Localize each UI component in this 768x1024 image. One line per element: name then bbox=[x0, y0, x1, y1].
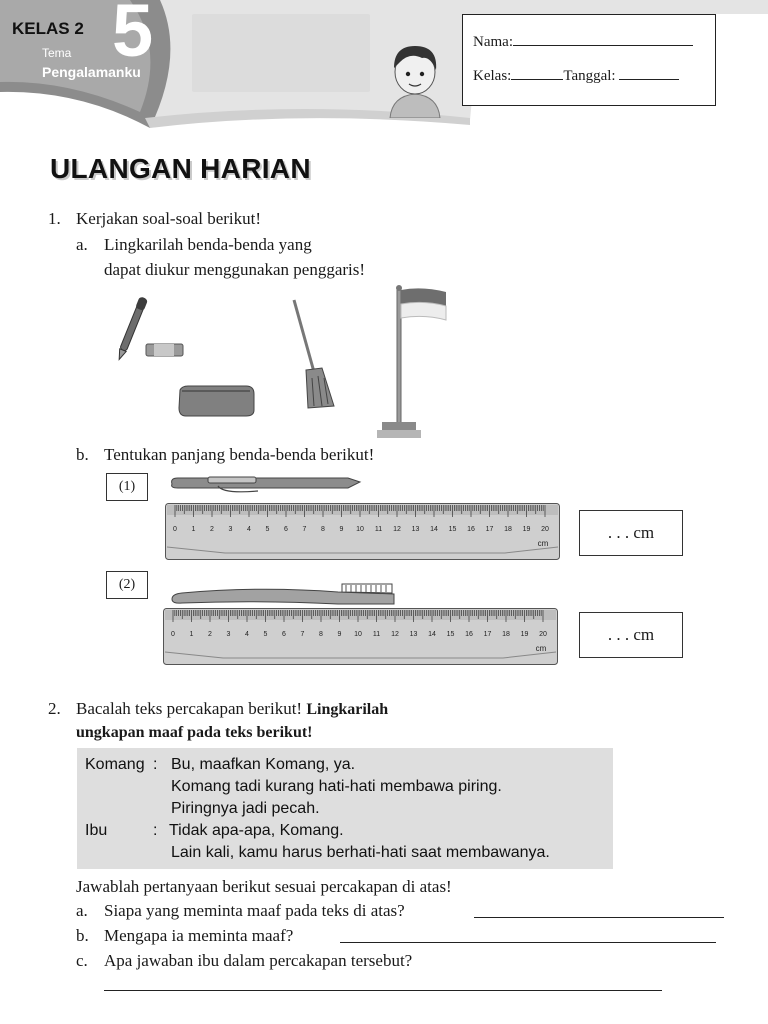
ruler-tick-label: 9 bbox=[337, 631, 342, 638]
ruler-tick-label: 12 bbox=[393, 526, 401, 533]
q2a-text: Siapa yang meminta maaf pada teks di atas? bbox=[104, 901, 405, 920]
ruler-tick-label: 6 bbox=[284, 526, 288, 533]
class-field-label: Kelas: bbox=[473, 68, 512, 84]
ruler-tick-label: 14 bbox=[430, 526, 438, 533]
ruler-tick-label: 11 bbox=[374, 526, 383, 533]
q2-line1 bbox=[76, 699, 388, 720]
flagpole-image[interactable] bbox=[372, 284, 452, 440]
speaker-ibu: Ibu bbox=[85, 822, 108, 839]
ruler-tick-label: 17 bbox=[483, 631, 492, 638]
ruler-tick-label: 12 bbox=[391, 631, 399, 638]
eraser-image[interactable] bbox=[145, 342, 185, 358]
ruler-tick-label: 16 bbox=[465, 631, 473, 638]
ruler-tick-label: 3 bbox=[228, 526, 233, 533]
answer-line-a[interactable] bbox=[474, 917, 724, 918]
ruler-tick-label: 0 bbox=[173, 526, 177, 533]
pen-to-measure bbox=[168, 474, 363, 494]
q2-line1-bold: Lingkarilah bbox=[306, 701, 389, 718]
ruler-tick-label: 11 bbox=[372, 631, 381, 638]
class-label: KELAS 2 bbox=[12, 19, 84, 38]
dialog-line: Piringnya jadi pecah. bbox=[171, 800, 320, 817]
answer-box-2[interactable]: . . . cm bbox=[579, 612, 683, 658]
speaker-ibu-sep: : bbox=[153, 822, 158, 839]
q2b-letter: b. bbox=[76, 926, 89, 945]
ruler-tick-label: 1 bbox=[191, 526, 196, 533]
theme-name: Pengalamanku bbox=[42, 64, 141, 80]
q1a-letter: a. bbox=[76, 235, 88, 254]
speaker-komang-sep: : bbox=[153, 756, 158, 773]
answer-line-c[interactable] bbox=[104, 990, 662, 991]
item-2-label: (2) bbox=[106, 571, 148, 599]
ruler-tick-label: 0 bbox=[171, 631, 175, 638]
ruler-tick-label: 13 bbox=[409, 631, 418, 638]
ruler-tick-label: 16 bbox=[467, 526, 475, 533]
ruler-tick-label: 15 bbox=[446, 631, 455, 638]
ruler-1 bbox=[165, 503, 560, 560]
ruler-unit-label: cm bbox=[537, 539, 549, 548]
class-date-row bbox=[473, 65, 679, 85]
broom-image[interactable] bbox=[288, 298, 338, 410]
ruler-tick-label: 18 bbox=[502, 631, 510, 638]
ruler-2 bbox=[163, 608, 558, 665]
toothbrush-to-measure bbox=[170, 582, 398, 608]
answer-line-b[interactable] bbox=[340, 942, 716, 943]
ruler-tick-label: 7 bbox=[302, 526, 307, 533]
dialog-line: Lain kali, kamu harus berhati-hati saat membawanya. bbox=[171, 844, 550, 861]
q2c-text: Apa jawaban ibu dalam percakapan tersebut? bbox=[104, 951, 413, 970]
ruler-tick-label: 14 bbox=[428, 631, 436, 638]
ruler-tick-label: 8 bbox=[319, 631, 323, 638]
dialog-box bbox=[77, 748, 613, 869]
ruler-unit-label: cm bbox=[535, 644, 547, 653]
q1-number: 1. bbox=[48, 209, 61, 228]
name-field[interactable] bbox=[513, 31, 693, 46]
ruler-tick-label: 20 bbox=[541, 526, 549, 533]
boy-illustration bbox=[380, 38, 450, 118]
q2-line2: ungkapan maaf pada teks berikut! bbox=[76, 724, 313, 741]
q1a-line1: Lingkarilah benda-benda yang bbox=[104, 235, 312, 254]
q1-text: Kerjakan soal-soal berikut! bbox=[76, 209, 262, 228]
q2-number: 2. bbox=[48, 699, 61, 718]
page-title: ULANGAN HARIAN bbox=[50, 153, 311, 184]
dialog-line: Komang tadi kurang hati-hati membawa piring. bbox=[171, 778, 502, 795]
q1a-line2: dapat diukur menggunakan penggaris! bbox=[104, 260, 366, 279]
ruler-tick-label: 2 bbox=[208, 631, 212, 638]
date-label: Tanggal: bbox=[563, 68, 616, 84]
answer-box-1[interactable]: . . . cm bbox=[579, 510, 683, 556]
ruler-tick-label: 1 bbox=[189, 631, 194, 638]
ruler-tick-label: 20 bbox=[539, 631, 547, 638]
ruler-tick-label: 2 bbox=[210, 526, 214, 533]
ruler-tick-label: 17 bbox=[485, 526, 494, 533]
ruler-tick-label: 10 bbox=[354, 631, 362, 638]
ruler-tick-label: 18 bbox=[504, 526, 512, 533]
q2-line1-normal: Bacalah teks percakapan berikut! bbox=[76, 699, 307, 718]
q1b-letter: b. bbox=[76, 445, 89, 464]
dialog-line: Tidak apa-apa, Komang. bbox=[169, 822, 344, 839]
q2a-letter: a. bbox=[76, 901, 88, 920]
name-row bbox=[473, 31, 693, 51]
ruler-tick-label: 4 bbox=[245, 631, 249, 638]
dialog-line: Bu, maafkan Komang, ya. bbox=[171, 756, 356, 773]
item-1-label: (1) bbox=[106, 473, 148, 501]
ruler-tick-label: 5 bbox=[265, 526, 270, 533]
ruler-tick-label: 7 bbox=[300, 631, 305, 638]
date-field[interactable] bbox=[619, 65, 679, 80]
ruler-tick-label: 13 bbox=[411, 526, 420, 533]
ruler-tick-label: 5 bbox=[263, 631, 268, 638]
ruler-tick-label: 6 bbox=[282, 631, 286, 638]
ruler-tick-label: 3 bbox=[226, 631, 231, 638]
ruler-tick-label: 19 bbox=[520, 631, 529, 638]
theme-number: 5 bbox=[112, 0, 154, 72]
class-field[interactable] bbox=[511, 65, 563, 80]
q2-instruction: Jawablah pertanyaan berikut sesuai percakapan di atas! bbox=[76, 877, 452, 896]
theme-label: Tema bbox=[42, 46, 72, 60]
pencil-case-image[interactable] bbox=[176, 384, 256, 418]
ruler-tick-label: 4 bbox=[247, 526, 251, 533]
student-info-box bbox=[462, 14, 716, 106]
q2b-text: Mengapa ia meminta maaf? bbox=[104, 926, 294, 945]
q2c-letter: c. bbox=[76, 951, 88, 970]
ruler-tick-label: 10 bbox=[356, 526, 364, 533]
ruler-tick-label: 15 bbox=[448, 526, 457, 533]
ruler-tick-label: 8 bbox=[321, 526, 325, 533]
q1b-text: Tentukan panjang benda-benda berikut! bbox=[104, 445, 375, 464]
name-label: Nama: bbox=[473, 34, 513, 50]
speaker-komang: Komang bbox=[85, 756, 145, 773]
ruler-tick-label: 9 bbox=[339, 526, 344, 533]
ruler-tick-label: 19 bbox=[522, 526, 531, 533]
